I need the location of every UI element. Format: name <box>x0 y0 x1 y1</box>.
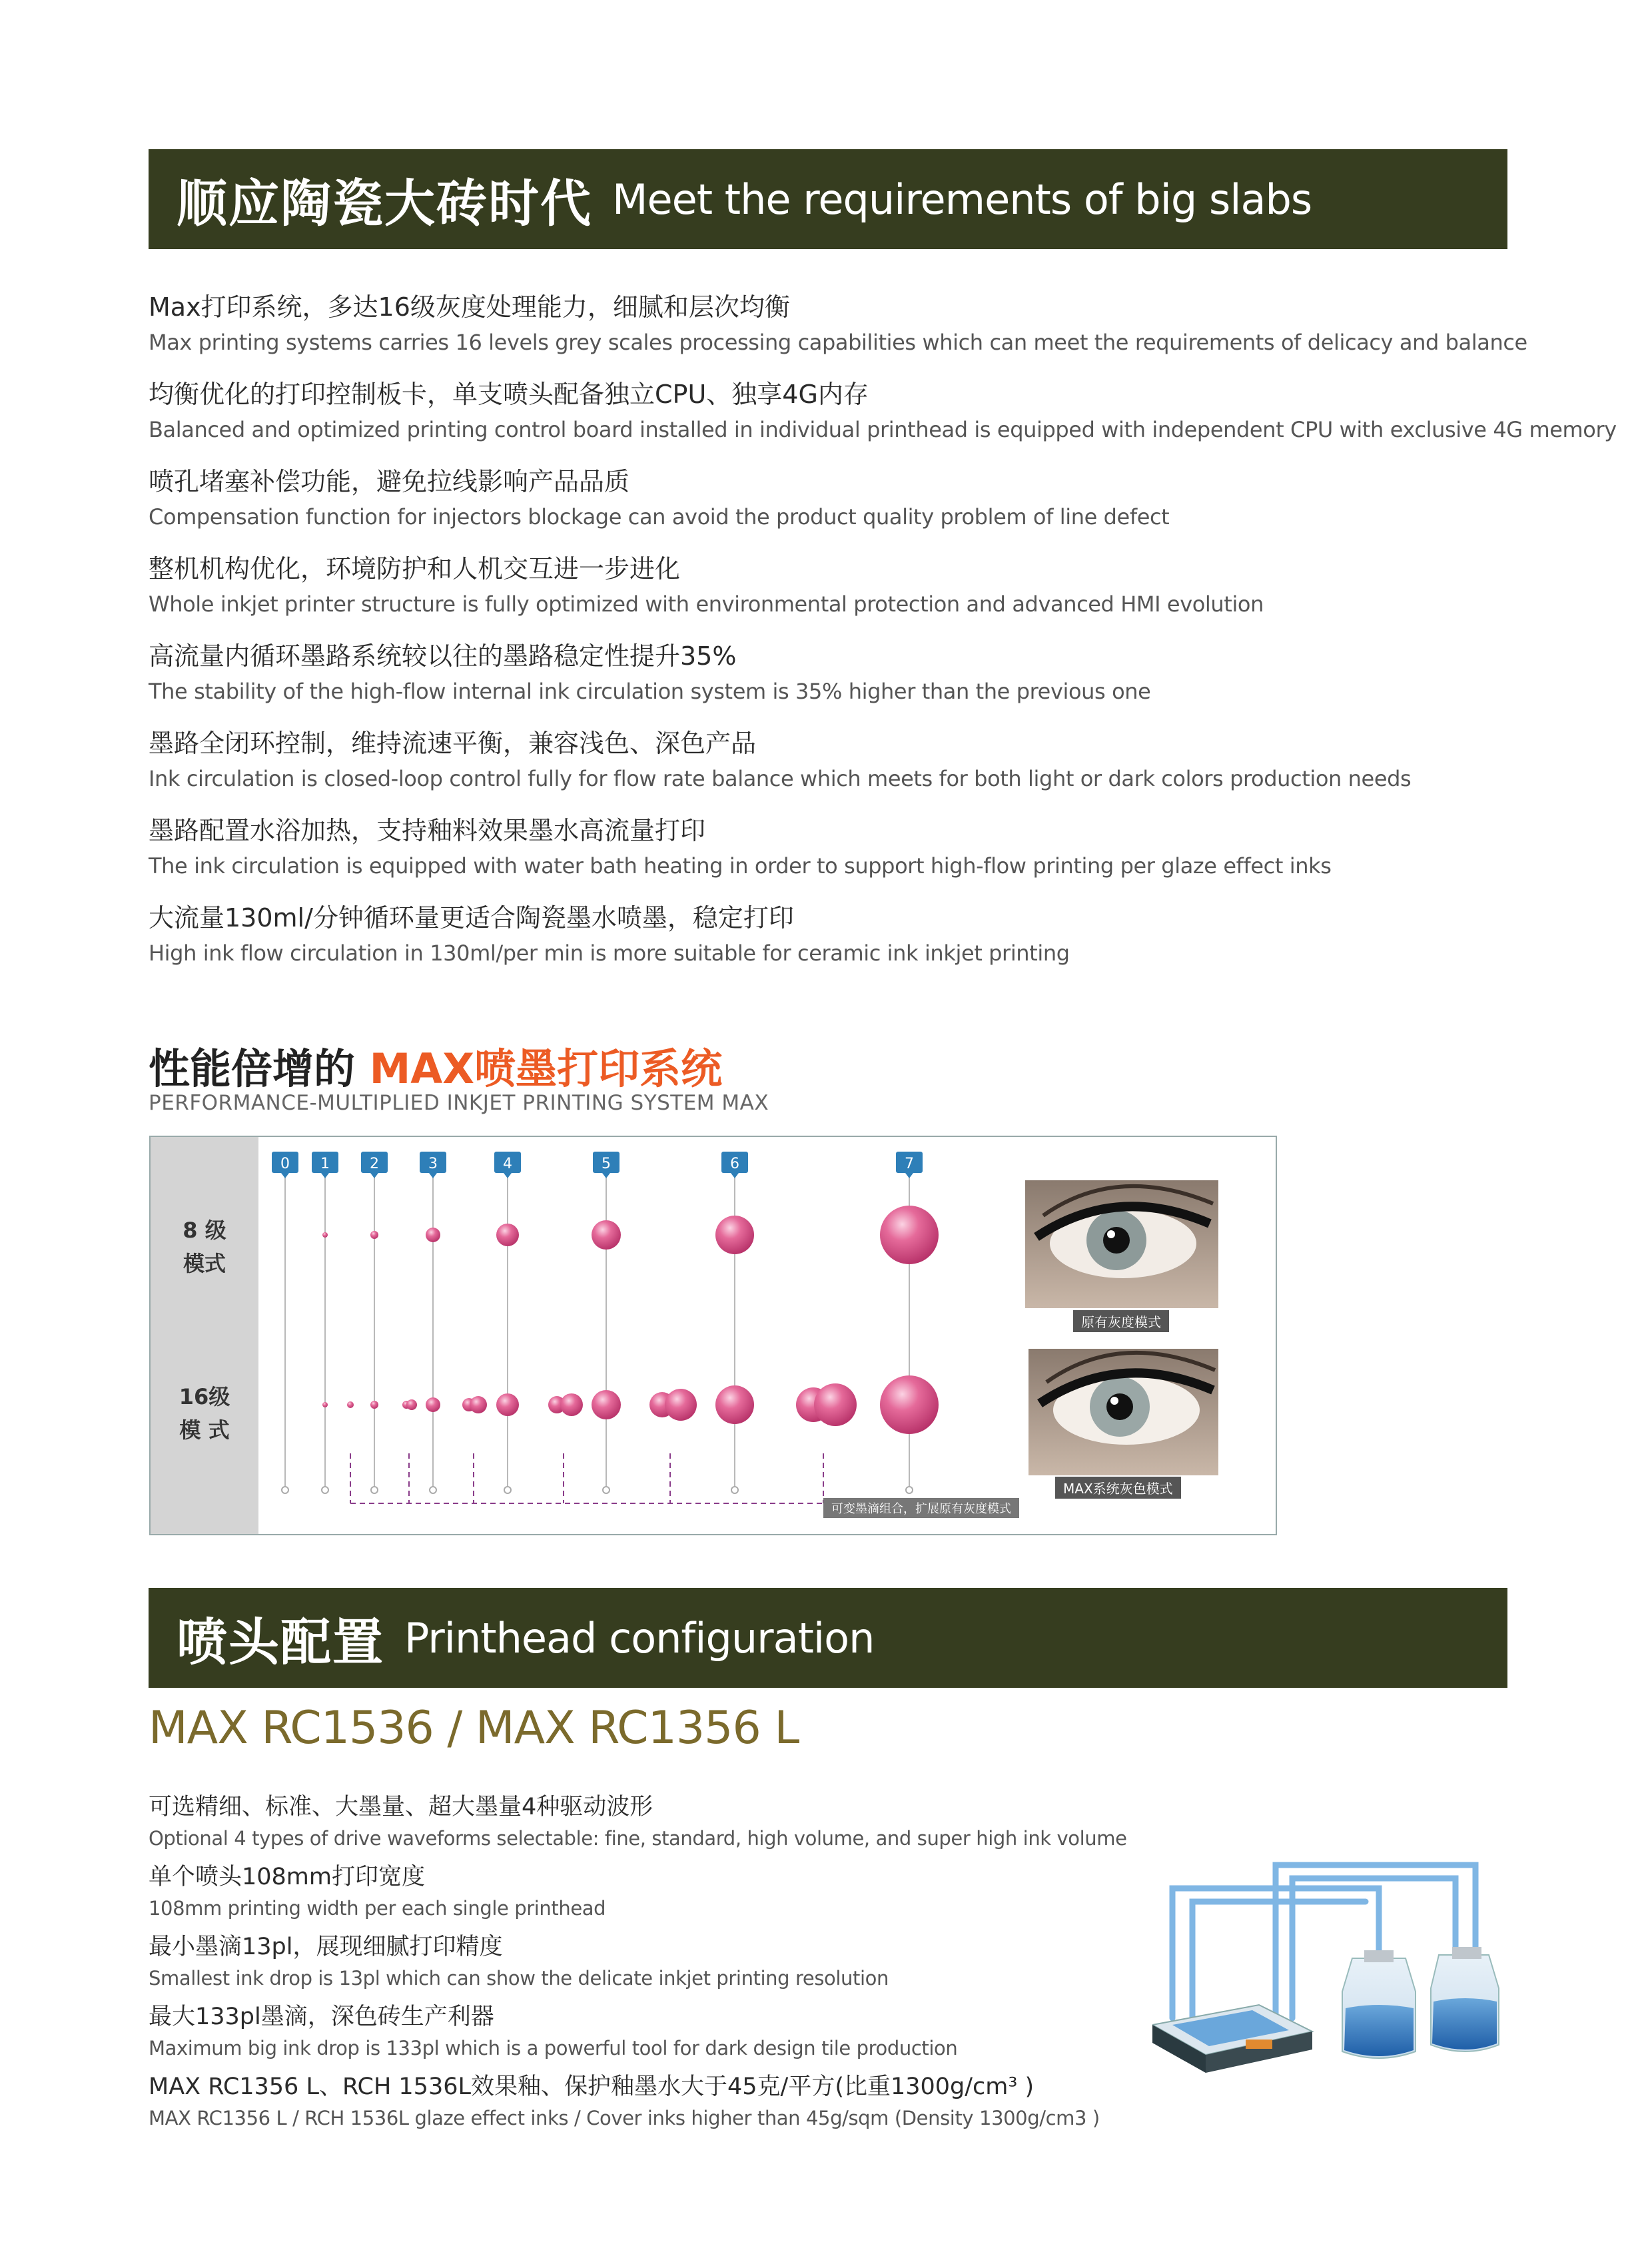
drop-diagram <box>151 1137 1276 1535</box>
caption-max-mode: MAX系统灰色模式 <box>1055 1477 1181 1499</box>
ink-drop <box>496 1224 519 1246</box>
feature-item <box>149 723 1514 791</box>
ink-tank-right <box>1431 1947 1499 2052</box>
svg-text:0: 0 <box>280 1156 290 1172</box>
printhead-feature <box>149 1788 1148 1850</box>
ink-drop <box>496 1393 519 1416</box>
feature-item <box>149 548 1514 617</box>
feature-en: Optional 4 types of drive waveforms selectable: fine, standard, high volume, and super high ink volume <box>149 1827 1127 1850</box>
ink-pipes <box>1172 1865 1475 2018</box>
stem-end-dot <box>322 1487 328 1493</box>
ink-circulation-illustration <box>1152 1825 1512 2078</box>
feature-en: Max printing systems carries 16 levels grey scales processing capabilities which can meet the requirements of delicacy and balance <box>149 330 1527 355</box>
level-tag <box>312 1152 338 1178</box>
svg-text:6: 6 <box>730 1156 739 1172</box>
variable-drop-note: 可变墨滴组合，扩展原有灰度模式 <box>823 1498 1019 1518</box>
perf-title-cn: 性能倍增的 <box>149 1044 370 1093</box>
banner-title-en: Meet the requirements of big slabs <box>612 175 1312 224</box>
printhead-feature <box>149 1998 1148 2059</box>
level-tag <box>593 1152 620 1178</box>
printhead-feature <box>149 2068 1214 2129</box>
ink-drop <box>560 1393 583 1416</box>
feature-cn: 墨路配置水浴加热，支持釉料效果墨水高流量打印 <box>149 816 706 845</box>
svg-text:5: 5 <box>602 1156 611 1172</box>
stem-end-dot <box>430 1487 436 1493</box>
perf-title <box>149 1036 722 1095</box>
feature-item <box>149 635 1514 704</box>
level-tags <box>272 1152 923 1178</box>
feature-en: Compensation function for injectors blockage can avoid the product quality problem of line defect <box>149 504 1170 530</box>
feature-en: High ink flow circulation in 130ml/per min is more suitable for ceramic ink inkjet printing <box>149 940 1070 966</box>
feature-cn: 均衡优化的打印控制板卡，单支喷头配备独立CPU、独享4G内存 <box>149 380 869 409</box>
stem-end-dot <box>371 1487 378 1493</box>
level-tag <box>361 1152 388 1178</box>
ink-drop <box>814 1383 857 1426</box>
svg-text:2: 2 <box>370 1156 379 1172</box>
svg-text:3: 3 <box>428 1156 438 1172</box>
caption-original-mode: 原有灰度模式 <box>1073 1310 1169 1332</box>
section-banner-printhead <box>149 1588 1507 1688</box>
perf-title-highlight: MAX喷墨打印系统 <box>369 1044 723 1093</box>
feature-cn: 单个喷头108mm打印宽度 <box>149 1864 425 1890</box>
drops-16-level <box>322 1375 939 1434</box>
level-tag <box>896 1152 923 1178</box>
feature-cn: MAX RC1356 L、RCH 1536L效果釉、保护釉墨水大于45克/平方(比重1300g/cm³ ) <box>149 2073 1034 2100</box>
banner-title-cn: 喷头配置 <box>177 1612 384 1672</box>
eye-image-original <box>1025 1180 1218 1308</box>
feature-cn: 大流量130ml/分钟循环量更适合陶瓷墨水喷墨，稳定打印 <box>149 903 794 933</box>
stem-end-dot <box>731 1487 738 1493</box>
printhead-block <box>1152 2005 1312 2073</box>
feature-en: Balanced and optimized printing control board installed in individual printhead is equipped with independent CPU with exclusive 4G memory <box>149 417 1617 442</box>
grey-level-diagram <box>149 1136 1277 1535</box>
ink-drop <box>880 1206 939 1264</box>
ink-drop <box>665 1389 697 1421</box>
feature-item <box>149 286 1527 355</box>
feature-item <box>149 461 1514 530</box>
feature-cn: 整机机构优化，环境防护和人机交互进一步进化 <box>149 554 681 583</box>
printhead-feature <box>149 1858 1148 1920</box>
level-tag <box>272 1152 298 1178</box>
ink-drop <box>715 1385 754 1424</box>
svg-text:4: 4 <box>503 1156 512 1172</box>
ink-drop <box>592 1220 621 1250</box>
level-stems <box>282 1174 913 1493</box>
feature-cn: 墨路全闭环控制，维持流速平衡，兼容浅色、深色产品 <box>149 729 757 758</box>
feature-en: 108mm printing width per each single printhead <box>149 1897 606 1920</box>
feature-cn: 最大133pl墨滴，深色砖生产利器 <box>149 2004 494 2030</box>
ink-drop <box>406 1399 417 1410</box>
perf-subtitle: PERFORMANCE-MULTIPLIED INKJET PRINTING SYSTEM MAX <box>149 1091 769 1115</box>
svg-text:1: 1 <box>320 1156 330 1172</box>
svg-text:7: 7 <box>905 1156 914 1172</box>
ink-drop <box>347 1401 354 1408</box>
ink-drop <box>370 1401 378 1409</box>
feature-cn: 最小墨滴13pl，展现细腻打印精度 <box>149 1934 503 1960</box>
ink-drop <box>426 1397 440 1412</box>
stem-end-dot <box>504 1487 511 1493</box>
feature-en: Ink circulation is closed-loop control fully for flow rate balance which meets for both light or dark colors production needs <box>149 766 1412 791</box>
feature-item <box>149 810 1514 879</box>
feature-en: The stability of the high-flow internal ink circulation system is 35% higher than the previous one <box>149 679 1151 704</box>
ink-drop <box>592 1390 621 1419</box>
ink-drop <box>322 1402 328 1407</box>
feature-item <box>149 374 1617 442</box>
feature-en: Maximum big ink drop is 133pl which is a powerful tool for dark design tile production <box>149 2037 958 2059</box>
model-name: MAX RC1536 / MAX RC1356 L <box>149 1702 799 1754</box>
level-tag <box>494 1152 521 1178</box>
ink-tank-left <box>1342 1950 1416 2058</box>
eye-image-max <box>1029 1349 1218 1475</box>
mode-8-label: 8 级 模式 <box>183 1218 226 1276</box>
banner-title-cn: 顺应陶瓷大砖时代 <box>177 173 592 233</box>
stem-end-dot <box>906 1487 913 1493</box>
printhead-feature <box>149 1928 1148 1990</box>
dashed-brackets <box>350 1453 823 1503</box>
level-tag <box>420 1152 446 1178</box>
ink-drop <box>715 1216 754 1254</box>
feature-en: The ink circulation is equipped with water bath heating in order to support high-flow printing per glaze effect inks <box>149 853 1332 879</box>
ink-drop <box>426 1228 440 1242</box>
ink-drop <box>370 1231 378 1239</box>
feature-cn: 喷孔堵塞补偿功能，避免拉线影响产品品质 <box>149 467 630 496</box>
feature-en: MAX RC1356 L / RCH 1536L glaze effect inks / Cover inks higher than 45g/sqm (Density 1300g/cm3 ) <box>149 2107 1100 2129</box>
banner-title-en: Printhead configuration <box>404 1613 875 1663</box>
ink-drop <box>470 1396 487 1413</box>
ink-drop <box>880 1375 939 1434</box>
feature-en: Whole inkjet printer structure is fully optimized with environmental protection and advanced HMI evolution <box>149 591 1264 617</box>
stem-end-dot <box>282 1487 288 1493</box>
feature-cn: 可选精细、标准、大墨量、超大墨量4种驱动波形 <box>149 1794 653 1820</box>
feature-cn: 高流量内循环墨路系统较以往的墨路稳定性提升35% <box>149 641 737 671</box>
ink-drop <box>322 1232 328 1238</box>
level-tag <box>721 1152 748 1178</box>
section-banner-slabs <box>149 149 1507 249</box>
feature-en: Smallest ink drop is 13pl which can show the delicate inkjet printing resolution <box>149 1967 889 1990</box>
stem-end-dot <box>603 1487 610 1493</box>
feature-item <box>149 897 1514 966</box>
drops-8-level <box>322 1206 939 1264</box>
mode-16-label: 16级 模 式 <box>179 1384 230 1443</box>
feature-cn: Max打印系统，多达16级灰度处理能力，细腻和层次均衡 <box>149 292 790 322</box>
